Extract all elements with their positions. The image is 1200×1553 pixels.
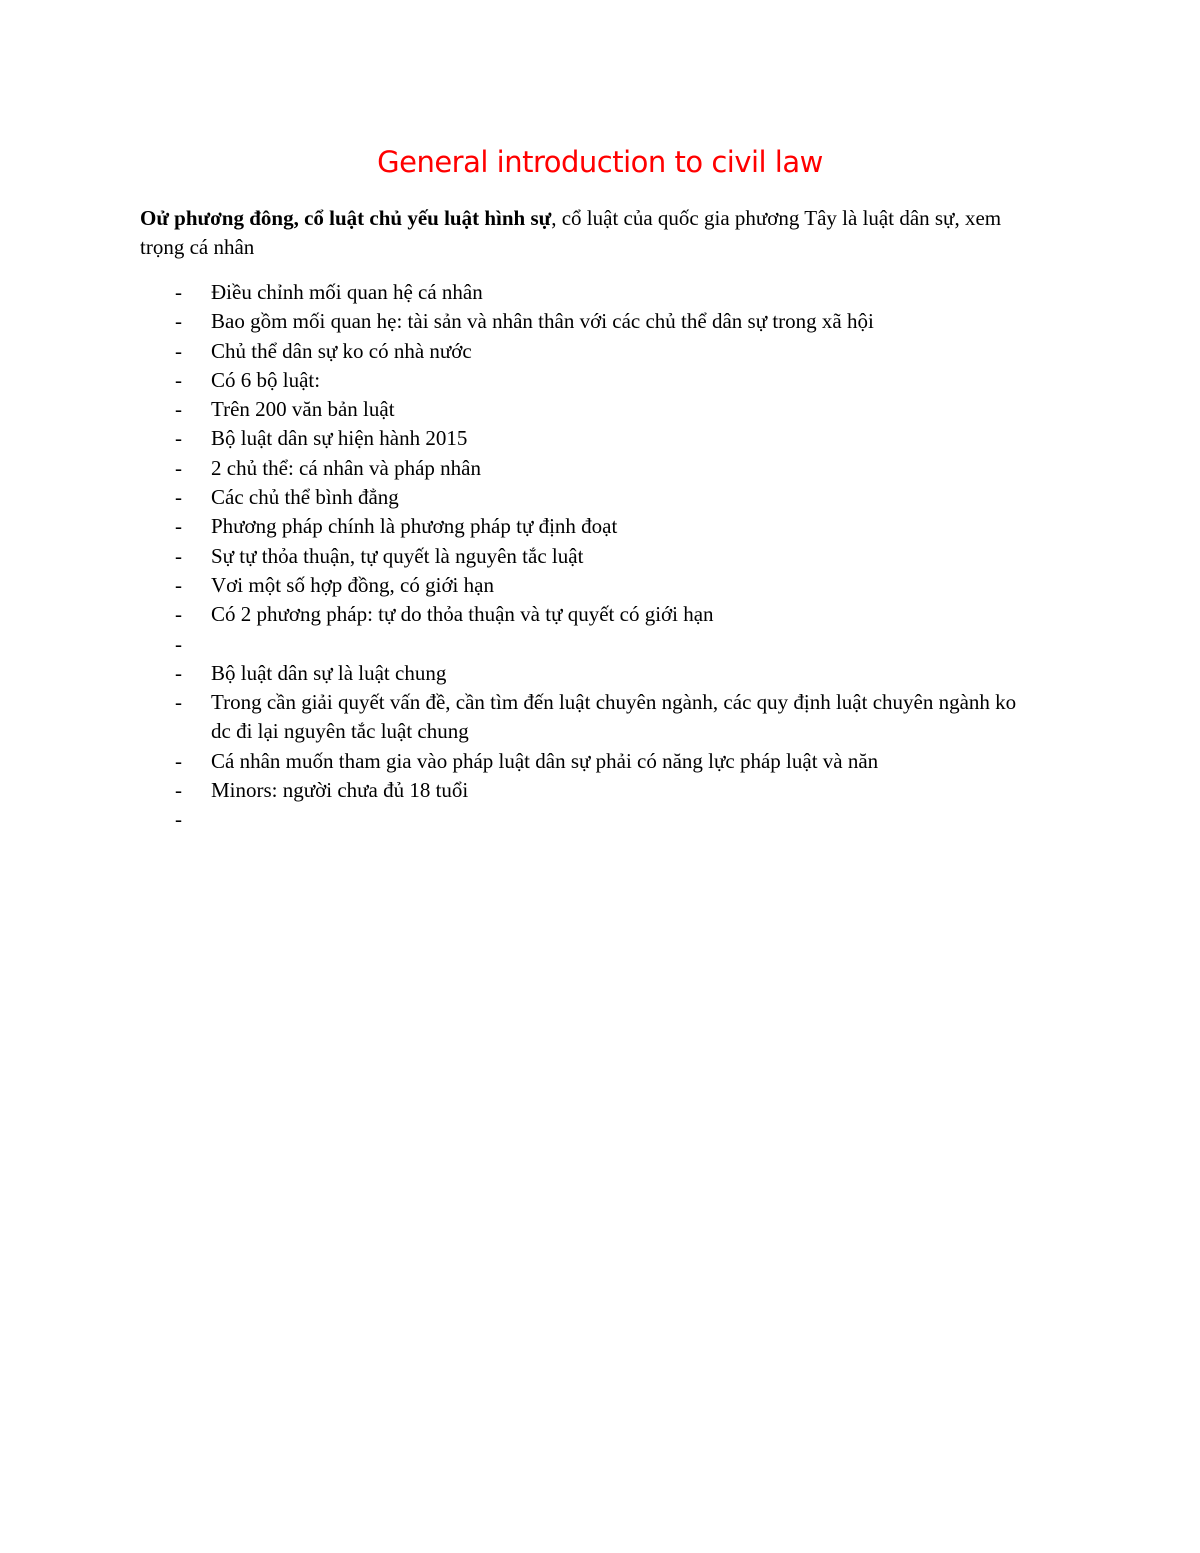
bullet-dash: -	[175, 397, 182, 422]
bullet-dash: -	[175, 455, 182, 480]
bullet-dash: -	[175, 690, 182, 715]
list-item	[140, 307, 1040, 336]
list-item-text: Bao gồm mối quan hẹ: tài sản và nhân thân với các chủ thể dân sự trong xã hội	[211, 309, 874, 334]
list-item-text: Trong cần giải quyết vấn đề, cần tìm đến luật chuyên ngành, các quy định luật chuyên ngành ko dc đi lại nguyên tắc luật chung	[211, 690, 1017, 744]
list-item-text: Sự tự thỏa thuận, tự quyết là nguyên tắc luật	[211, 543, 584, 568]
intro-bold-text: Oử phương đông, cổ luật chủ yếu luật hình sự	[140, 206, 552, 230]
list-item	[140, 805, 1040, 834]
list-item-text: Chủ thể dân sự ko có nhà nước	[211, 338, 472, 363]
intro-text: , cổ luật của quốc gia phương Tây là luật dân sự, xem trọng cá nhân	[140, 206, 1002, 259]
list-item-text: Trên 200 văn bản luật	[211, 397, 395, 422]
document-title: General introduction to civil law	[377, 145, 823, 179]
list-item-text: Bộ luật dân sự hiện hành 2015	[211, 426, 468, 451]
list-item-text: Vơi một số hợp đồng, có giới hạn	[211, 572, 494, 597]
list-item	[140, 542, 1040, 571]
bullet-dash: -	[175, 807, 182, 832]
list-item	[140, 395, 1040, 424]
list-item-text: Điều chỉnh mối quan hệ cá nhân	[211, 280, 483, 304]
list-item	[140, 688, 1040, 747]
list-item-text: Có 6 bộ luật:	[211, 367, 321, 392]
list-item	[140, 366, 1040, 395]
bullet-dash: -	[175, 748, 182, 773]
list-item-text: Có 2 phương pháp: tự do thỏa thuận và tự quyết có giới hạn	[211, 602, 714, 627]
list-item-text: Các chủ thể bình đẳng	[211, 485, 399, 510]
list-item	[140, 659, 1040, 688]
list-item	[140, 512, 1040, 541]
bullet-list	[140, 278, 1040, 835]
bullet-dash: -	[175, 514, 182, 539]
list-item	[140, 278, 1040, 307]
list-item	[140, 424, 1040, 453]
bullet-dash: -	[175, 485, 182, 510]
intro-paragraph	[140, 204, 1030, 262]
bullet-dash: -	[175, 426, 182, 451]
bullet-dash: -	[175, 280, 182, 304]
bullet-dash: -	[175, 309, 182, 334]
list-item	[140, 454, 1040, 483]
bullet-dash: -	[175, 572, 182, 597]
bullet-dash: -	[175, 631, 182, 656]
list-item	[140, 776, 1040, 805]
list-item	[140, 571, 1040, 600]
bullet-dash: -	[175, 367, 182, 392]
list-item	[140, 337, 1040, 366]
list-item	[140, 600, 1040, 629]
bullet-dash: -	[175, 543, 182, 568]
list-item	[140, 630, 1040, 659]
list-item-text: 2 chủ thể: cá nhân và pháp nhân	[211, 455, 481, 480]
list-item-text: Minors: người chưa đủ 18 tuổi	[211, 778, 469, 803]
bullet-dash: -	[175, 602, 182, 627]
list-item-text: Phương pháp chính là phương pháp tự định đoạt	[211, 514, 618, 539]
bullet-dash: -	[175, 778, 182, 803]
bullet-dash: -	[175, 660, 182, 685]
bullet-dash: -	[175, 338, 182, 363]
list-item	[140, 483, 1040, 512]
list-item-text: Bộ luật dân sự là luật chung	[211, 660, 447, 685]
list-item	[140, 747, 1040, 776]
list-item-text: Cá nhân muốn tham gia vào pháp luật dân sự phải có năng lực pháp luật và năn	[211, 748, 879, 773]
